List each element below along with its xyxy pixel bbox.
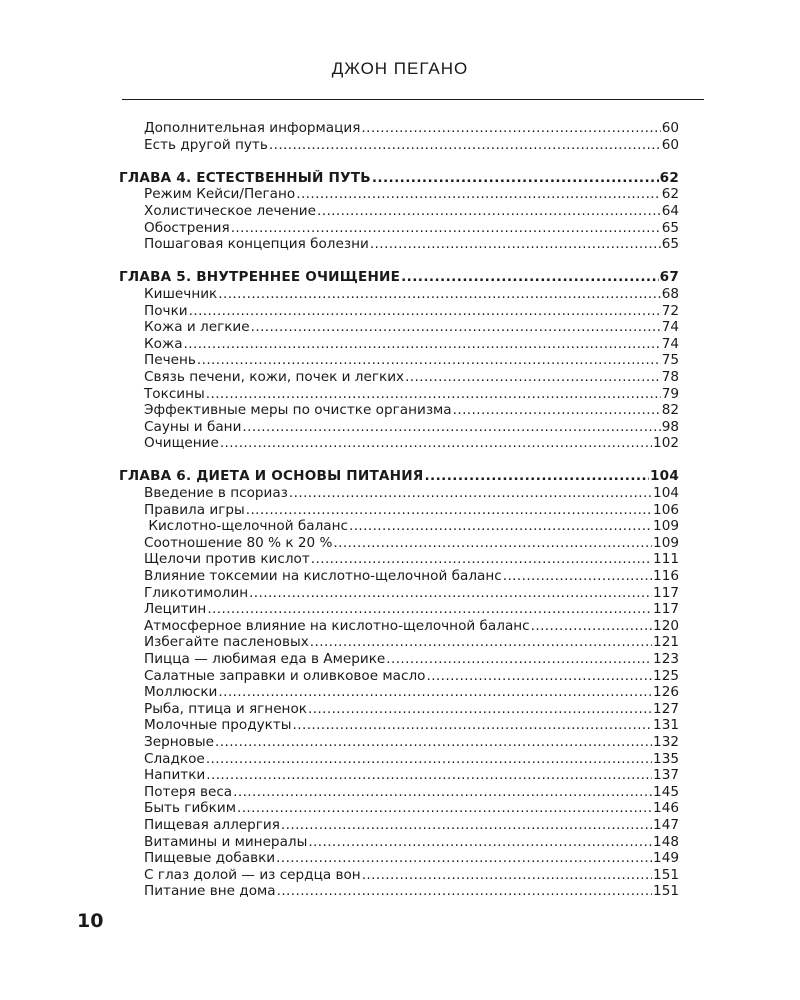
toc-entry-title: Витамины и минералы bbox=[144, 833, 308, 850]
toc-entry-title: Гликотимолин bbox=[144, 584, 249, 601]
toc-entry[interactable] bbox=[119, 618, 679, 635]
toc-entry[interactable] bbox=[119, 220, 679, 237]
toc-entry[interactable] bbox=[119, 120, 679, 137]
toc-entry[interactable] bbox=[119, 850, 679, 867]
toc-entry-title: С глаз долой — из сердца вон bbox=[144, 866, 361, 883]
toc-entry-title: Связь печени, кожи, почек и легких bbox=[144, 368, 405, 385]
toc-entry-page: 127 bbox=[653, 700, 679, 717]
toc-entry-page: 151 bbox=[653, 866, 679, 883]
dot-leader bbox=[311, 551, 652, 568]
toc-entry[interactable] bbox=[119, 734, 679, 751]
toc-entry-page: 74 bbox=[661, 319, 679, 336]
toc-entry-page: 120 bbox=[653, 617, 679, 634]
toc-entry-page: 65 bbox=[661, 219, 679, 236]
dot-leader bbox=[197, 352, 661, 369]
toc-entry-page: 82 bbox=[661, 402, 679, 419]
dot-leader bbox=[289, 485, 652, 502]
toc-chapter-5[interactable] bbox=[119, 269, 679, 286]
toc-entry-title: Лецитин bbox=[144, 601, 207, 618]
toc-entry-page: 132 bbox=[653, 733, 679, 750]
dot-leader bbox=[218, 684, 652, 701]
toc-chapter-title: ГЛАВА 6. ДИЕТА И ОСНОВЫ ПИТАНИЯ bbox=[119, 468, 424, 485]
toc-entry[interactable] bbox=[119, 767, 679, 784]
toc-entry-title: Рыба, птица и ягненок bbox=[144, 700, 307, 717]
toc-entry-title: Щелочи против кислот bbox=[144, 551, 310, 568]
toc-entry-title: Пищевые добавки bbox=[144, 850, 276, 867]
dot-leader bbox=[296, 186, 660, 203]
toc-entry-title: Сладкое bbox=[144, 750, 205, 767]
toc-entry-page: 72 bbox=[661, 302, 679, 319]
toc-spacer bbox=[119, 253, 679, 270]
toc-entry[interactable] bbox=[119, 236, 679, 253]
dot-leader bbox=[237, 800, 652, 817]
toc-entry-page: 121 bbox=[653, 634, 679, 651]
toc-spacer bbox=[119, 153, 679, 170]
dot-leader bbox=[308, 834, 652, 851]
toc-entry[interactable] bbox=[119, 303, 679, 320]
toc-entry-page: 74 bbox=[661, 335, 679, 352]
toc-chapter-title: ГЛАВА 5. ВНУТРЕННЕЕ ОЧИЩЕНИЕ bbox=[119, 269, 401, 286]
toc-entry-page: 135 bbox=[653, 750, 679, 767]
toc-entry[interactable] bbox=[119, 751, 679, 768]
toc-entry[interactable] bbox=[119, 668, 679, 685]
toc-spacer bbox=[119, 452, 679, 469]
toc-entry-title: Кишечник bbox=[144, 285, 218, 302]
toc-entry-title: Моллюски bbox=[144, 684, 218, 701]
dot-leader bbox=[386, 651, 652, 668]
toc-chapter-page: 67 bbox=[659, 269, 679, 286]
dot-leader bbox=[310, 634, 652, 651]
toc-entry-title: Почки bbox=[144, 302, 188, 319]
dot-leader bbox=[405, 369, 661, 386]
toc-entry-title: Быть гибким bbox=[144, 800, 236, 817]
toc-entry-page: 68 bbox=[661, 285, 679, 302]
toc-entry-title: Сауны и бани bbox=[144, 418, 242, 435]
toc-entry-page: 147 bbox=[653, 816, 679, 833]
toc-entry[interactable] bbox=[119, 352, 679, 369]
dot-leader bbox=[231, 220, 661, 237]
toc-entry-title: Кожа bbox=[144, 335, 183, 352]
toc-entry-page: 79 bbox=[661, 385, 679, 402]
dot-leader bbox=[362, 867, 652, 884]
toc-entry[interactable] bbox=[119, 386, 679, 403]
toc-entry-page: 146 bbox=[653, 800, 679, 817]
dot-leader bbox=[361, 120, 660, 137]
toc-entry[interactable] bbox=[119, 634, 679, 651]
dot-leader bbox=[249, 585, 652, 602]
toc-entry[interactable] bbox=[119, 651, 679, 668]
toc-entry[interactable] bbox=[119, 568, 679, 585]
toc-entry[interactable] bbox=[119, 319, 679, 336]
header-rule bbox=[122, 99, 704, 100]
dot-leader bbox=[370, 236, 661, 253]
dot-leader bbox=[349, 518, 652, 535]
dot-leader bbox=[207, 601, 652, 618]
toc-entry[interactable] bbox=[119, 800, 679, 817]
toc-entry[interactable] bbox=[119, 867, 679, 884]
dot-leader bbox=[426, 668, 652, 685]
toc-entry-title: Влияние токсемии на кислотно-щелочной баланс bbox=[144, 568, 502, 585]
toc-entry-page: 75 bbox=[661, 352, 679, 369]
toc-entry-page: 151 bbox=[653, 883, 679, 900]
dot-leader bbox=[293, 717, 653, 734]
toc-entry[interactable] bbox=[119, 834, 679, 851]
dot-leader bbox=[277, 883, 652, 900]
toc-entry[interactable] bbox=[119, 186, 679, 203]
toc-entry[interactable] bbox=[119, 336, 679, 353]
dot-leader bbox=[215, 734, 652, 751]
toc-entry-page: 117 bbox=[653, 584, 679, 601]
dot-leader bbox=[281, 817, 652, 834]
toc-entry-page: 117 bbox=[653, 601, 679, 618]
toc-entry-page: 149 bbox=[653, 850, 679, 867]
toc-chapter-6[interactable] bbox=[119, 468, 679, 485]
toc-entry-page: 123 bbox=[653, 651, 679, 667]
dot-leader bbox=[269, 137, 661, 154]
toc-entry-title: Кожа и легкие bbox=[144, 319, 250, 336]
toc-entry-page: 137 bbox=[653, 767, 679, 784]
dot-leader bbox=[401, 269, 659, 286]
toc-entry-page: 98 bbox=[661, 418, 679, 435]
toc-entry-title: Салатные заправки и оливковое масло bbox=[144, 667, 426, 684]
toc-entry-title: Зерновые bbox=[144, 733, 215, 750]
running-header-title: ДЖОН ПЕГАНО bbox=[331, 59, 469, 78]
toc-entry-title: Молочные продукты bbox=[144, 717, 292, 734]
toc-entry[interactable] bbox=[119, 817, 679, 834]
toc-entry-title: Пищевая аллергия bbox=[144, 816, 280, 833]
toc-entry[interactable] bbox=[119, 518, 679, 535]
toc-entry[interactable] bbox=[119, 419, 679, 436]
dot-leader bbox=[246, 502, 652, 519]
dot-leader bbox=[276, 850, 652, 867]
toc-entry-page: 62 bbox=[661, 186, 679, 203]
toc-chapter-4[interactable] bbox=[119, 170, 679, 187]
toc-entry[interactable] bbox=[119, 502, 679, 519]
toc-entry-page: 111 bbox=[653, 551, 679, 568]
dot-leader bbox=[503, 568, 652, 585]
toc-entry-title: Есть другой путь bbox=[144, 136, 268, 153]
toc-entry-title: Токсины bbox=[144, 385, 205, 402]
dot-leader bbox=[206, 751, 652, 768]
dot-leader bbox=[220, 435, 652, 452]
toc-entry[interactable] bbox=[119, 485, 679, 502]
dot-leader bbox=[308, 701, 652, 718]
toc-entry[interactable] bbox=[119, 435, 679, 452]
dot-leader bbox=[453, 402, 661, 419]
toc-entry[interactable] bbox=[119, 137, 679, 154]
toc-entry-page: 65 bbox=[661, 236, 679, 253]
toc-entry-title: Соотношение 80 % к 20 % bbox=[144, 534, 333, 551]
toc-entry-page: 106 bbox=[653, 501, 679, 518]
toc-entry[interactable] bbox=[119, 369, 679, 386]
toc-chapter-title: ГЛАВА 4. ЕСТЕСТВЕННЫЙ ПУТЬ bbox=[119, 169, 371, 186]
toc-entry[interactable] bbox=[119, 551, 679, 568]
toc-entry-title: Эффективные меры по очистке организма bbox=[144, 402, 452, 419]
toc-entry-page: 126 bbox=[653, 684, 679, 701]
toc-entry-page: 145 bbox=[653, 783, 679, 800]
dot-leader bbox=[206, 767, 652, 784]
toc-entry-page: 116 bbox=[653, 568, 679, 585]
toc-entry-title: Потеря веса bbox=[144, 783, 233, 800]
dot-leader bbox=[184, 336, 661, 353]
dot-leader bbox=[424, 468, 649, 485]
toc-entry[interactable] bbox=[119, 883, 679, 900]
dot-leader bbox=[189, 303, 661, 320]
toc-entry-title: Холистическое лечение bbox=[144, 202, 316, 219]
table-of-contents bbox=[119, 120, 679, 900]
toc-entry-title: Избегайте пасленовых bbox=[144, 634, 309, 651]
page-number: 10 bbox=[77, 910, 104, 932]
toc-entry-title: Обострения bbox=[144, 219, 230, 236]
dot-leader bbox=[206, 386, 661, 403]
toc-entry-title: Печень bbox=[144, 352, 196, 369]
toc-entry-page: 64 bbox=[661, 202, 679, 219]
dot-leader bbox=[333, 535, 652, 552]
toc-entry-title: Атмосферное влияние на кислотно-щелочной баланс bbox=[144, 617, 530, 634]
toc-entry[interactable] bbox=[119, 784, 679, 801]
dot-leader bbox=[242, 419, 660, 436]
toc-entry-title: Введение в псориаз bbox=[144, 485, 288, 502]
toc-entry-title: Очищение bbox=[144, 435, 219, 452]
toc-entry[interactable] bbox=[119, 203, 679, 220]
dot-leader bbox=[218, 286, 660, 303]
toc-entry-page: 78 bbox=[661, 368, 679, 385]
toc-entry-page: 102 bbox=[653, 435, 679, 452]
dot-leader bbox=[251, 319, 661, 336]
toc-entry-title: Пошаговая концепция болезни bbox=[144, 236, 369, 253]
toc-entry-title: Питание вне дома bbox=[144, 883, 276, 900]
toc-entry-page: 109 bbox=[653, 534, 679, 551]
dot-leader bbox=[233, 784, 652, 801]
toc-entry-title: Режим Кейси/Пегано bbox=[144, 186, 296, 203]
toc-entry-page: 125 bbox=[653, 667, 679, 684]
toc-entry[interactable] bbox=[119, 286, 679, 303]
toc-entry[interactable] bbox=[119, 717, 679, 734]
toc-entry-title: Правила игры bbox=[144, 501, 245, 518]
toc-entry[interactable] bbox=[119, 684, 679, 701]
toc-entry-page: 109 bbox=[653, 518, 679, 535]
toc-entry-title: Напитки bbox=[144, 767, 206, 784]
toc-entry-page: 60 bbox=[661, 136, 679, 153]
toc-entry[interactable] bbox=[119, 535, 679, 552]
toc-entry[interactable] bbox=[119, 585, 679, 602]
toc-entry[interactable] bbox=[119, 402, 679, 419]
dot-leader bbox=[531, 618, 652, 635]
toc-chapter-page: 104 bbox=[650, 468, 679, 485]
toc-entry[interactable] bbox=[119, 601, 679, 618]
toc-chapter-page: 62 bbox=[659, 169, 679, 186]
toc-entry-page: 104 bbox=[653, 485, 679, 502]
toc-entry-title: Кислотно-щелочной баланс bbox=[144, 518, 348, 535]
toc-entry-page: 131 bbox=[653, 717, 679, 734]
toc-entry-page: 60 bbox=[661, 120, 679, 136]
dot-leader bbox=[372, 170, 659, 187]
toc-entry-title: Пицца — любимая еда в Америке bbox=[144, 651, 386, 667]
dot-leader bbox=[317, 203, 661, 220]
toc-entry[interactable] bbox=[119, 701, 679, 718]
toc-entry-title: Дополнительная информация bbox=[144, 120, 361, 136]
toc-entry-page: 148 bbox=[653, 833, 679, 850]
